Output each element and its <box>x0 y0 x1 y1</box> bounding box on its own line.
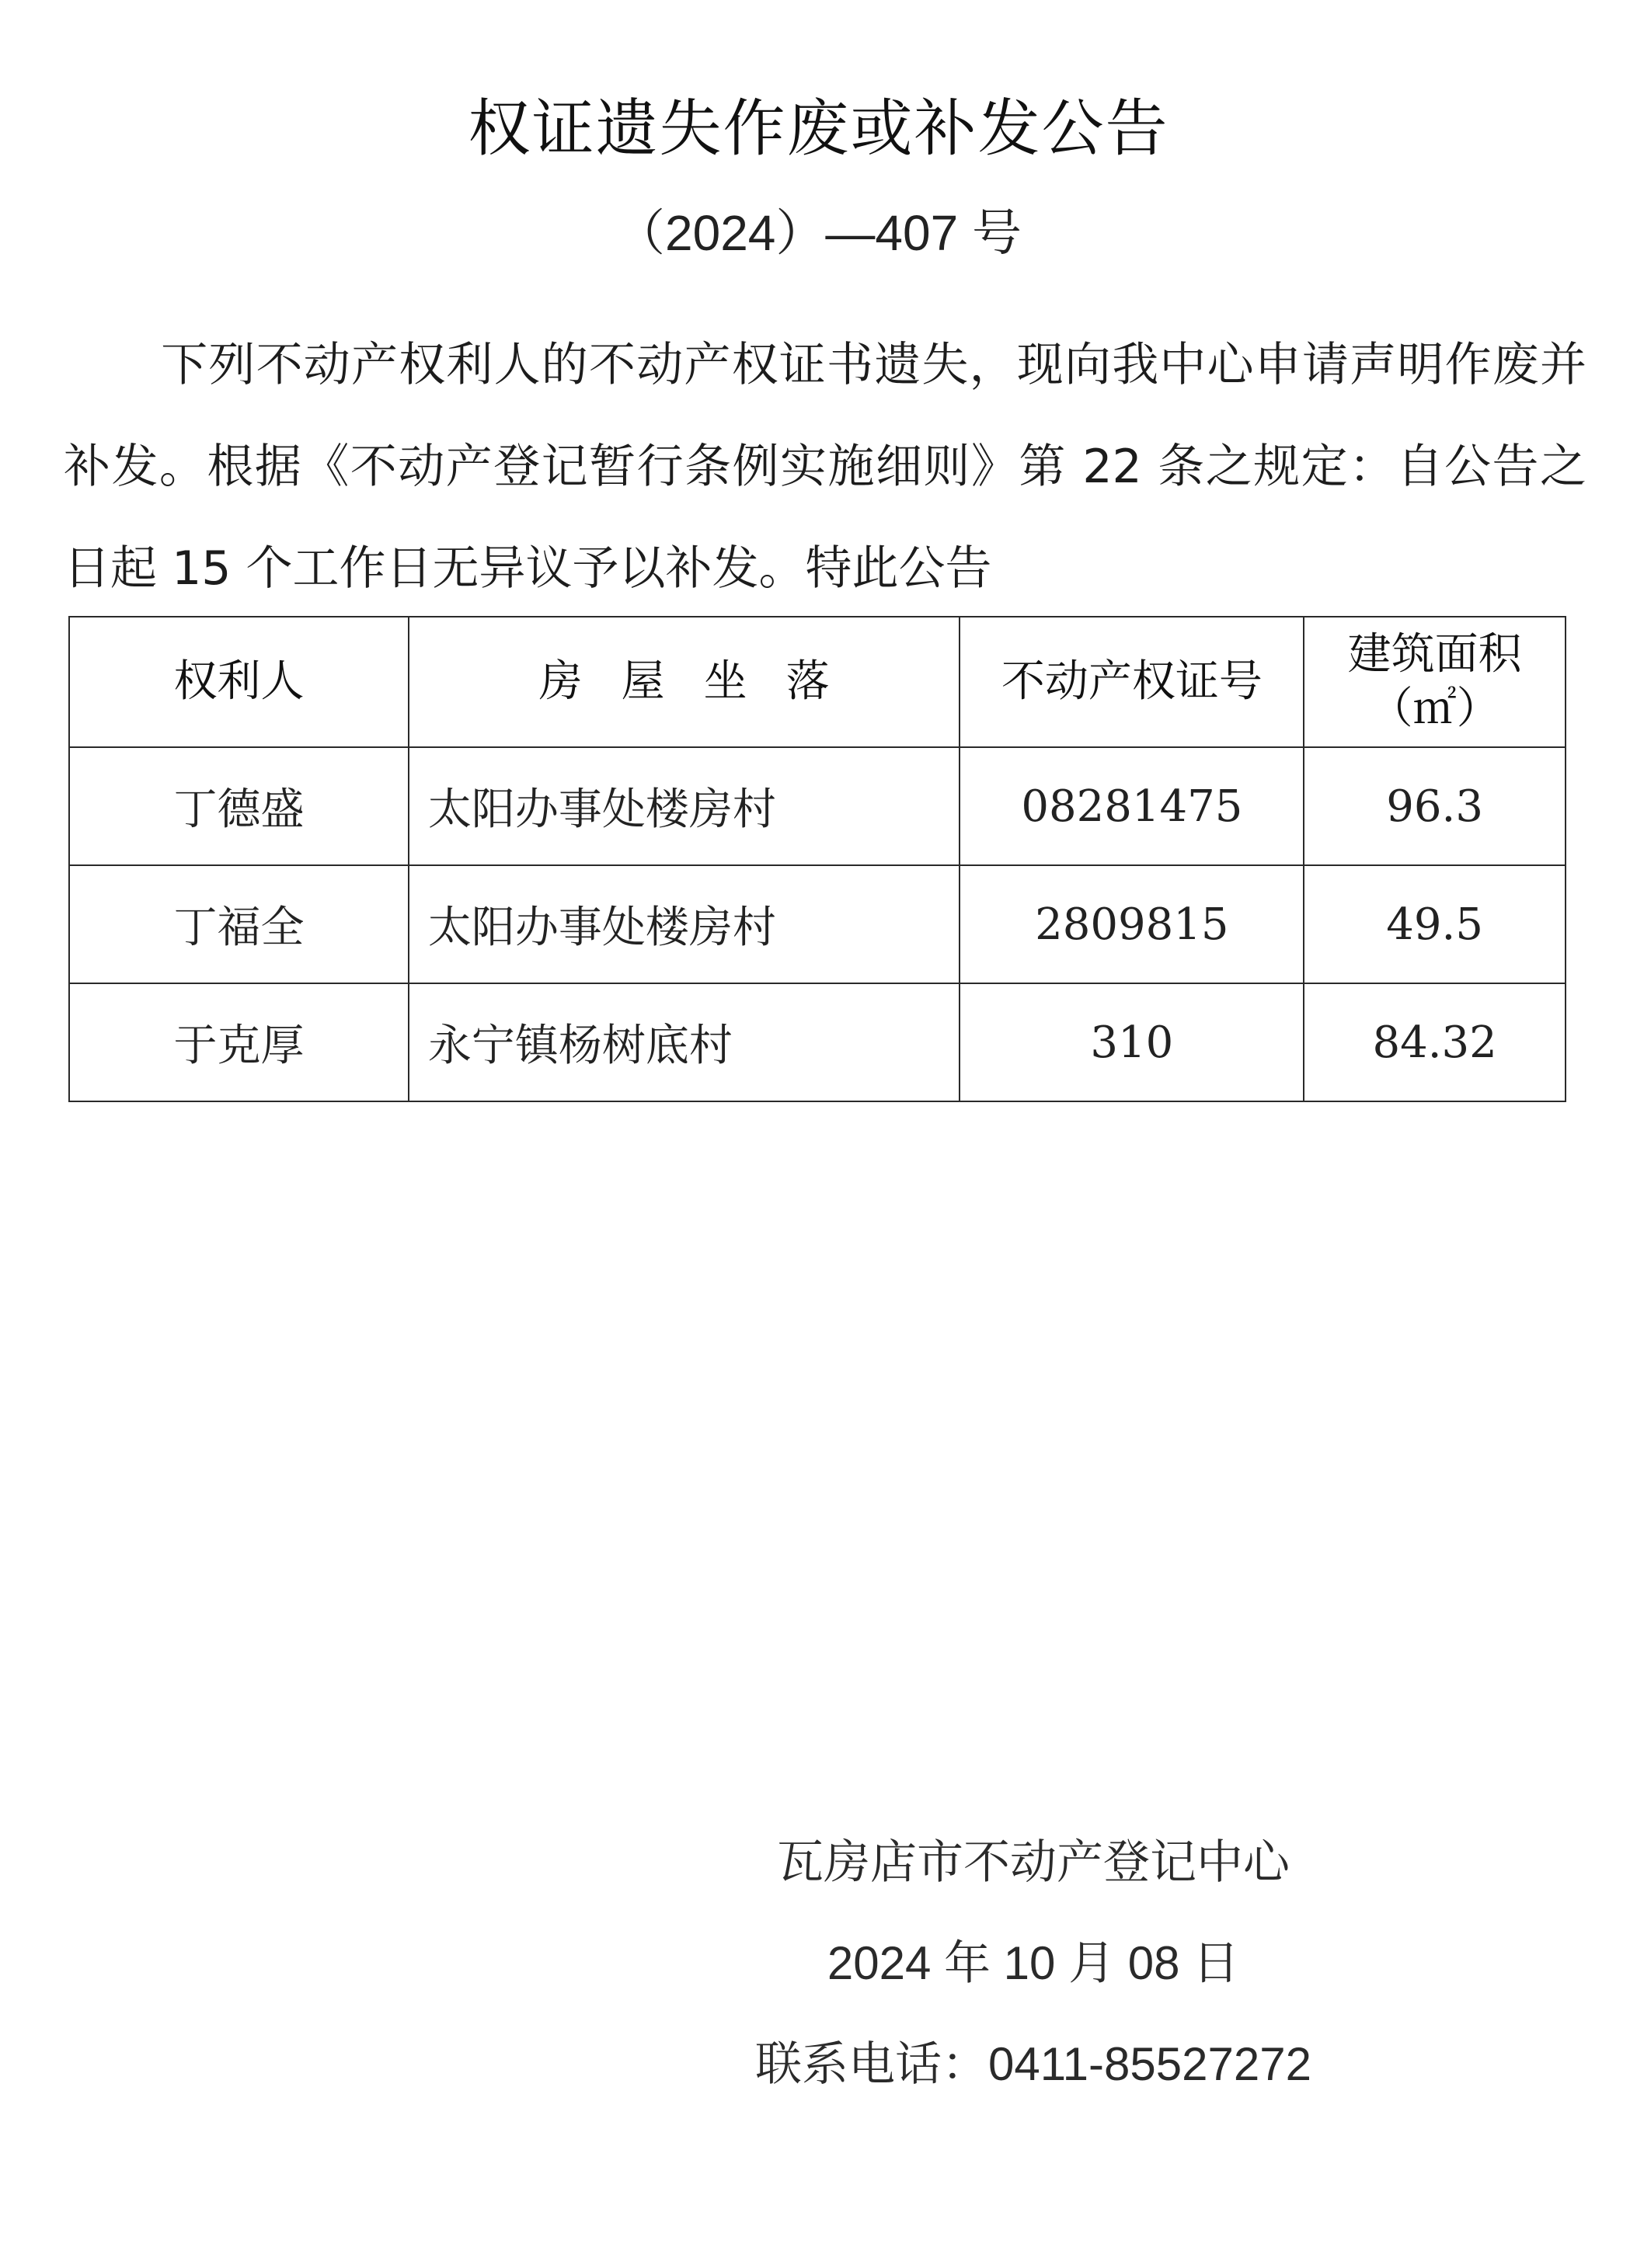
header-location: 房屋坐落 <box>409 617 960 747</box>
notice-paragraph <box>64 315 1586 620</box>
cell-area: 96.3 <box>1304 747 1566 865</box>
notice-title: 权证遗失作废或补发公告 <box>468 92 1169 165</box>
cell-owner: 丁德盛 <box>69 747 409 865</box>
header-area-label: 建筑面积 <box>1347 629 1522 680</box>
table-row <box>69 747 1566 865</box>
cell-owner: 丁福全 <box>69 865 409 983</box>
header-cert-no: 不动产权证号 <box>960 617 1304 747</box>
contact-phone: 联系电话：0411-85527272 <box>755 2038 1311 2090</box>
table-header-row <box>69 617 1566 747</box>
issuing-organization: 瓦房店市不动产登记中心 <box>777 1835 1290 1890</box>
cell-cert-no: 2809815 <box>960 865 1304 983</box>
cell-owner: 于克厚 <box>69 983 409 1101</box>
cell-location: 永宁镇杨树底村 <box>409 983 960 1101</box>
notice-paragraph-text: 下列不动产权利人的不动产权证书遗失，现向我中心申请声明作废并补发。根据《不动产登记暂行条例实施细则》第 22 条之规定：自公告之日起 15 个工作日无异议予以补发。特此公告 <box>64 338 1586 596</box>
cell-location: 太阳办事处楼房村 <box>409 865 960 983</box>
header-area-unit: （㎡） <box>1369 684 1500 734</box>
cell-area: 49.5 <box>1304 865 1566 983</box>
cell-cert-no: 310 <box>960 983 1304 1101</box>
table-row <box>69 983 1566 1101</box>
cell-cert-no: 08281475 <box>960 747 1304 865</box>
header-owner: 权利人 <box>69 617 409 747</box>
issue-date: 2024 年 10 月 08 日 <box>827 1937 1240 1989</box>
notice-number: （2024）—407 号 <box>615 205 1022 261</box>
table-row <box>69 865 1566 983</box>
records-table <box>68 616 1566 1102</box>
header-area <box>1304 617 1566 747</box>
cell-area: 84.32 <box>1304 983 1566 1101</box>
cell-location: 太阳办事处楼房村 <box>409 747 960 865</box>
